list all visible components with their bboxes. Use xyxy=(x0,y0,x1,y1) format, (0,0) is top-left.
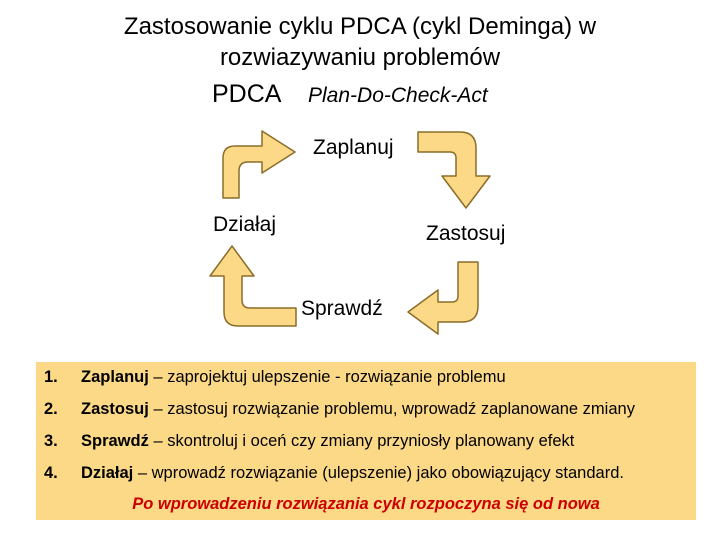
title-subtitle: Plan-Do-Check-Act xyxy=(308,84,488,107)
step-row xyxy=(36,460,696,486)
step-text xyxy=(81,428,574,454)
step-row xyxy=(36,428,696,454)
step-number: 4. xyxy=(44,464,58,482)
cycle-label-plan: Zaplanuj xyxy=(313,136,394,159)
step-text xyxy=(81,460,624,486)
step-term: Działaj xyxy=(81,464,134,482)
cycle-label-act: Działaj xyxy=(213,213,277,236)
step-text xyxy=(81,364,506,390)
title-line-1: Zastosowanie cyklu PDCA (cykl Deminga) w xyxy=(123,13,597,40)
arrow-act-to-plan xyxy=(223,131,295,198)
steps-panel xyxy=(36,362,696,520)
arrow-do-to-check xyxy=(408,262,478,334)
footer-note: Po wprowadzeniu rozwiązania cykl rozpoczyna się od nowa xyxy=(132,495,600,513)
step-description: – zaprojektuj ulepszenie - rozwiązanie problemu xyxy=(148,368,506,386)
step-description: – zastosuj rozwiązanie problemu, wprowadź zaplanowane zmiany xyxy=(148,400,635,418)
cycle-label-check: Sprawdź xyxy=(301,297,383,320)
arrow-check-to-act xyxy=(210,246,296,326)
step-number: 3. xyxy=(44,432,58,450)
step-row xyxy=(36,396,696,422)
step-term: Sprawdź xyxy=(81,432,149,450)
step-number: 2. xyxy=(44,400,58,418)
cycle-label-do: Zastosuj xyxy=(426,222,506,245)
step-text xyxy=(81,396,635,422)
step-description: – skontroluj i oceń czy zmiany przyniosły planowany efekt xyxy=(148,432,575,450)
title-line-2: rozwiazywaniu problemów xyxy=(219,44,501,71)
step-description: – wprowadź rozwiązanie (ulepszenie) jako obowiązujący standard. xyxy=(133,464,624,482)
step-term: Zastosuj xyxy=(81,400,149,418)
step-term: Zaplanuj xyxy=(81,368,149,386)
arrow-plan-to-do xyxy=(418,132,490,208)
step-number: 1. xyxy=(44,368,58,386)
step-row xyxy=(36,364,696,390)
title-acronym: PDCA xyxy=(212,80,282,108)
